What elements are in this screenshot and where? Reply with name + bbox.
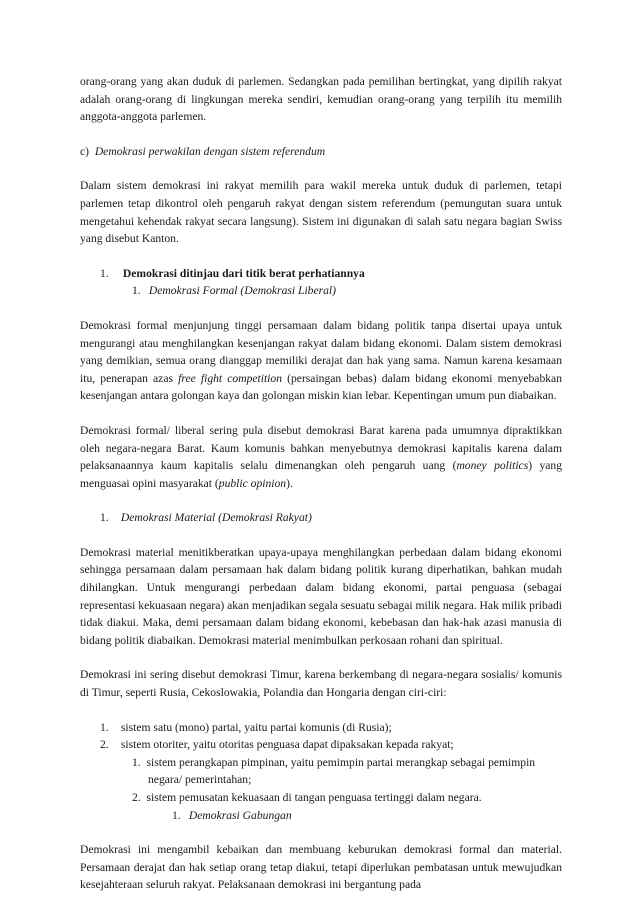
subheading-formal-text: Demokrasi Formal (Demokrasi Liberal)	[148, 284, 336, 298]
list-subitem-text: sistem pemusatan kekuasaan di tangan penguasa tertinggi dalam negara.	[146, 791, 482, 804]
subheading-material-text: Demokrasi Material (Demokrasi Rakyat)	[120, 511, 312, 525]
subheading-gabungan	[172, 807, 562, 825]
paragraph-liberal-e: ).	[286, 476, 293, 490]
paragraph-liberal	[80, 422, 562, 492]
list-subitem	[132, 789, 562, 807]
paragraph-liberal-c: ) yang menguasai opini masyarakat (	[80, 459, 562, 490]
paragraph-gabungan: Demokrasi ini mengambil kebaikan dan membuang keburukan demokrasi formal dan material. Persamaan derajat dan hak setiap orang tetap diakui, tetapi diperlukan pembatasan untuk mewujudkan kesejahteraan seluruh rakyat. Pelaksanaan demokrasi ini bergantung pada	[80, 843, 562, 892]
subheading-marker: c)	[80, 144, 90, 158]
list-subitem-number: 1.	[132, 755, 141, 769]
paragraph-formal	[80, 317, 562, 405]
list-ciri	[80, 719, 562, 825]
subheading-title: Demokrasi perwakilan dengan sistem referendum	[94, 144, 326, 158]
paragraph-liberal-term-1: money politics	[456, 459, 529, 473]
list-item-number: 2.	[100, 738, 109, 752]
heading-titik-berat	[100, 265, 562, 283]
list-item	[100, 736, 562, 754]
list-subitem-number: 2.	[132, 791, 141, 804]
subheading-number: 1.	[172, 808, 181, 822]
subheading-number: 1.	[132, 284, 141, 298]
list-subitem	[132, 754, 562, 789]
paragraph-timur: Demokrasi ini sering disebut demokrasi Timur, karena berkembang di negara-negara sosialis/ komunis di Timur, seperti Rusia, Cekoslowakia, Polandia dan Hongaria dengan ciri-ciri:	[80, 668, 562, 700]
paragraph-formal-a: Demokrasi formal menjunjung tinggi persamaan dalam bidang politik tanpa disertai upaya untuk mengurangi atau menghilangkan kesenjangan rakyat dalam bidang ekonomi. Dalam sistem demokrasi yang demikian, semua orang dianggap memiliki derajat dan hak yang sama. Namun karena kesamaan itu, penerapan azas	[80, 318, 562, 385]
list-subitem-text: sistem perangkapan pimpinan, yaitu pemimpin partai merangkap sebagai pemimpin negara/ pemerintahan;	[146, 755, 536, 787]
subheading-formal	[132, 282, 562, 300]
subheading-material	[100, 509, 562, 527]
paragraph-material: Demokrasi material menitikberatkan upaya-upaya menghilangkan perbedaan dalam bidang ekonomi sehingga persamaan dalam persamaan hak dalam bidang politik kurang diperhatikan, bahkan mudah dihilangkan. Untuk mengurangi perbedaan dalam bidang ekonomi, partai penguasa (sebagai representasi kekuasaan negara) akan menjadikan segala sesuatu sebagai milik negara. Hak milik pribadi tidak diakui. Maka, demi persamaan dalam bidang ekonomi, kebebasan dan hak-hak azasi manusia di bidang politik diabaikan. Demokrasi material menimbulkan perkosaan rohani dan spiritual.	[80, 545, 562, 647]
heading-text: Demokrasi ditinjau dari titik berat perhatiannya	[122, 266, 365, 280]
list-item-text: sistem satu (mono) partai, yaitu partai komunis (di Rusia);	[120, 720, 392, 734]
subheading-gabungan-text: Demokrasi Gabungan	[188, 808, 292, 822]
paragraph-formal-term: free fight competition	[178, 371, 282, 385]
paragraph-liberal-term-2: public opinion	[218, 476, 287, 490]
paragraph-formal-c: (persaingan bebas) dalam bidang ekonomi menyebabkan kesenjangan antara golongan kaya dan golongan miskin kian lebar. Kepentingan umum pun diabaikan.	[80, 371, 562, 403]
paragraph-referendum: Dalam sistem demokrasi ini rakyat memilih para wakil mereka untuk duduk di parlemen, tetapi parlemen tetap dikontrol oleh pengaruh rakyat dengan sistem referendum (pemungutan suara untuk mengetahui kehendak rakyat secara langsung). Sistem ini digunakan di salah satu negara bagian Swiss yang disebut Kanton.	[80, 179, 562, 246]
subheading-referendum	[80, 143, 562, 161]
list-item	[100, 719, 562, 737]
paragraph-pemilihan: orang-orang yang akan duduk di parlemen. Sedangkan pada pemilihan bertingkat, yang dipilih rakyat adalah orang-orang di lingkungan mereka sendiri, kemudian orang-orang yang terpilih itu memilih anggota-anggota parlemen.	[80, 75, 562, 124]
paragraph-liberal-a: Demokrasi formal/ liberal sering pula disebut demokrasi Barat karena pada umumnya dipraktikkan oleh negara-negara Barat. Kaum komunis bahkan menyebutnya demokrasi kapitalis karena dalam pelaksanaannya kaum kapitalis selalu dimenangkan oleh pengaruh uang (	[80, 423, 562, 473]
subheading-number: 1.	[100, 511, 109, 525]
list-item-text: sistem otoriter, yaitu otoritas penguasa dapat dipaksakan kepada rakyat;	[120, 738, 454, 752]
list-item-number: 1.	[100, 720, 109, 734]
page-content	[80, 73, 562, 894]
heading-number: 1.	[100, 266, 109, 280]
